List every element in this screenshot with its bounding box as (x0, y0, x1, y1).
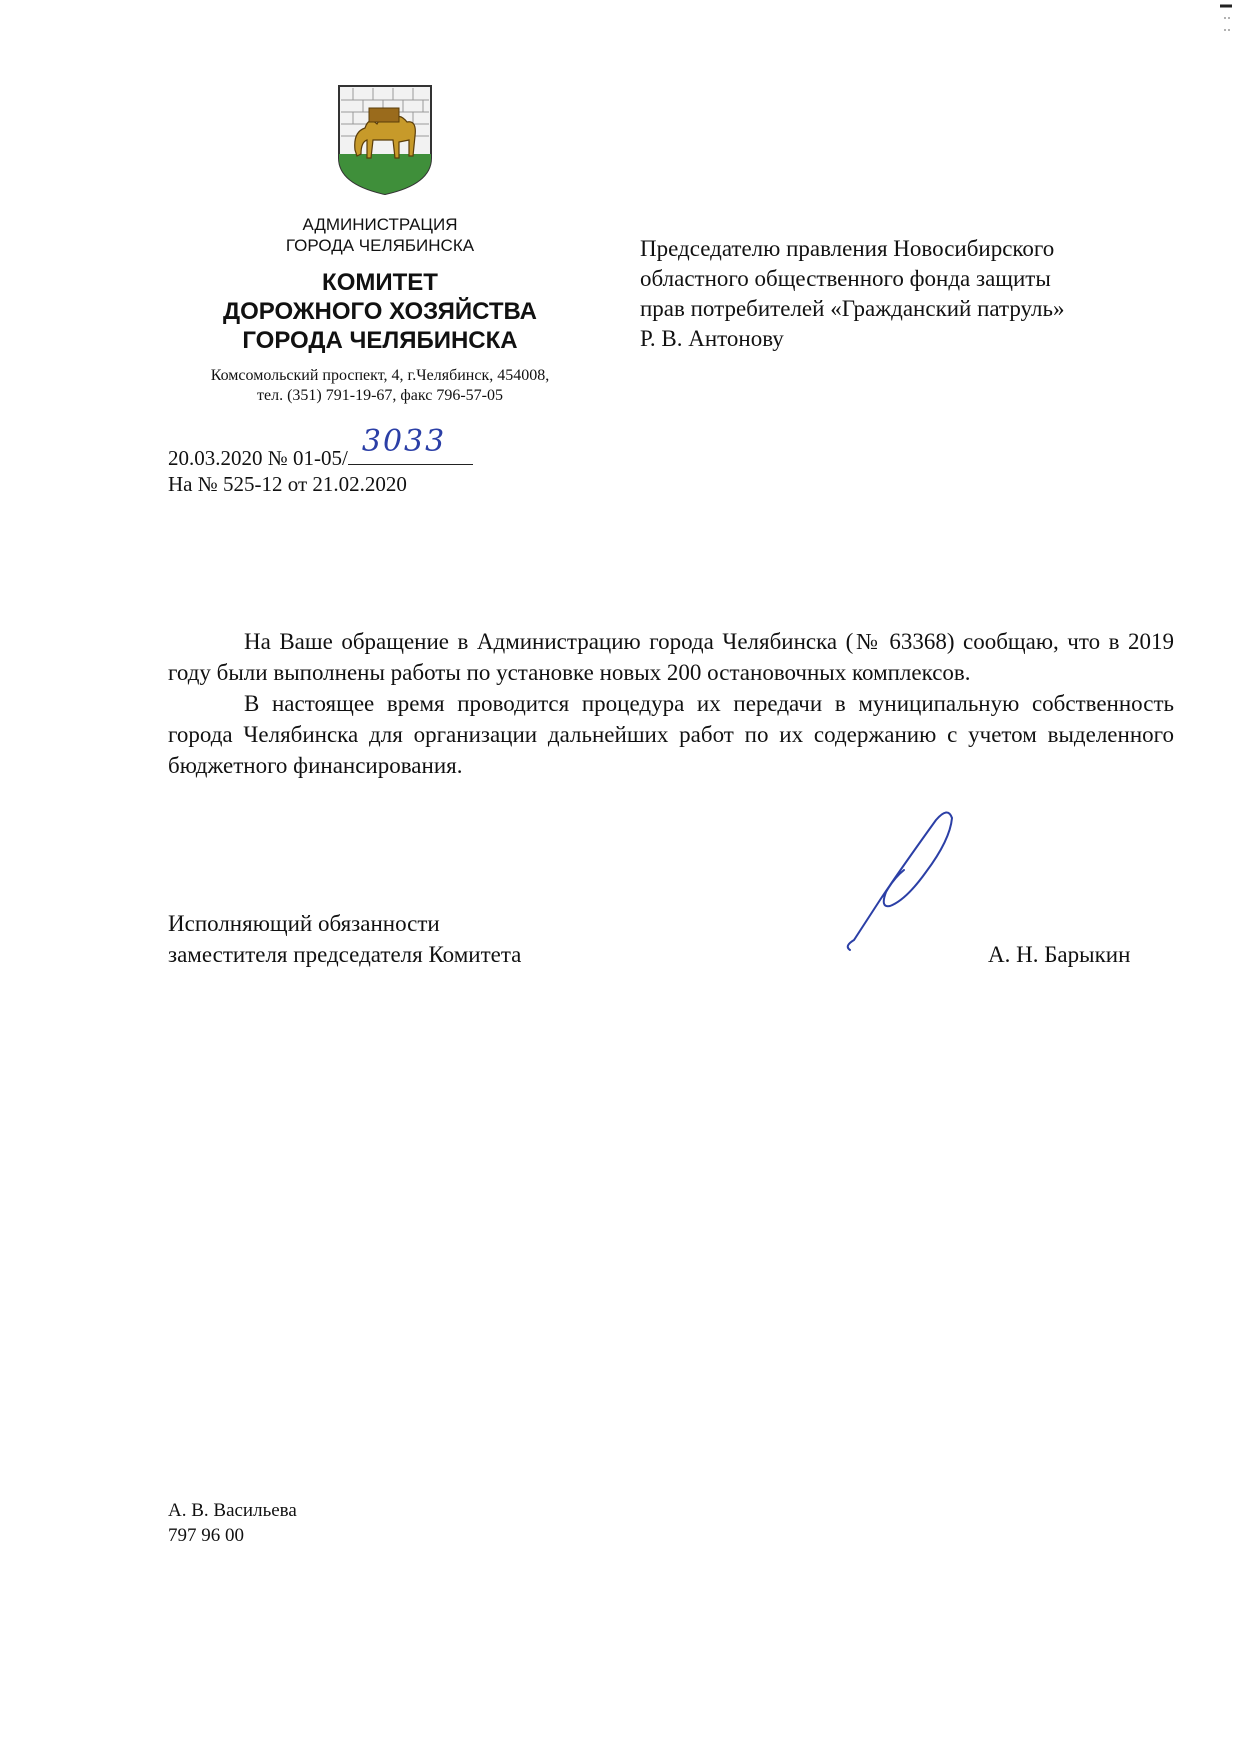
admin-line-2: ГОРОДА ЧЕЛЯБИНСКА (285, 236, 475, 255)
scan-edge-mark-icon (1216, 4, 1234, 44)
executor-block (168, 1498, 297, 1548)
registration-date-number: 20.03.2020 № 01-05/ (168, 446, 348, 470)
address-line-2: тел. (351) 791-19-67, факс 796-57-05 (257, 387, 503, 404)
recipient-block (640, 234, 1160, 354)
committee-name (170, 268, 590, 355)
reference-line: На № 525-12 от 21.02.2020 (168, 472, 407, 496)
committee-line-1: КОМИТЕТ (322, 269, 438, 296)
signatory-name: А. Н. Барыкин (988, 942, 1131, 967)
admin-line-1: АДМИНИСТРАЦИЯ (302, 215, 458, 234)
committee-line-3: ГОРОДА ЧЕЛЯБИНСКА (242, 327, 518, 354)
handwritten-registration-number: 3033 (361, 424, 447, 459)
executor-phone: 797 96 00 (168, 1525, 244, 1546)
recipient-line-3: прав потребителей «Гражданский патруль» (640, 296, 1065, 321)
registration-number-field (348, 424, 473, 465)
organization-address (150, 366, 610, 406)
recipient-line-4: Р. В. Антонову (640, 326, 784, 351)
body-paragraph-2: В настоящее время проводится процедура их передачи в муниципальную собственность города Челябинска для организации дальнейших работ по их содержанию с учетом выделенного бюджетного финансирования. (168, 691, 1174, 778)
recipient-line-2: областного общественного фонда защиты (640, 266, 1051, 291)
recipient-line-1: Председателю правления Новосибирского (640, 236, 1055, 261)
registration-line (168, 424, 473, 472)
chelyabinsk-coat-of-arms-icon (333, 80, 437, 198)
committee-line-2: ДОРОЖНОГО ХОЗЯЙСТВА (223, 298, 537, 325)
body-paragraph-1: На Ваше обращение в Администрацию города Челябинска (№ 63368) сообщаю, что в 2019 году были выполнены работы по установке новых 200 остановочных комплексов. (168, 629, 1174, 685)
organization-admin-name (200, 214, 560, 256)
position-line-2: заместителя председателя Комитета (168, 942, 522, 967)
executor-name: А. В. Васильева (168, 1500, 297, 1521)
handwritten-signature-icon (840, 800, 1000, 960)
address-line-1: Комсомольский проспект, 4, г.Челябинск, 454008, (210, 367, 550, 384)
letter-body (168, 626, 1174, 781)
position-line-1: Исполняющий обязанности (168, 911, 440, 936)
signatory-position (168, 908, 521, 970)
